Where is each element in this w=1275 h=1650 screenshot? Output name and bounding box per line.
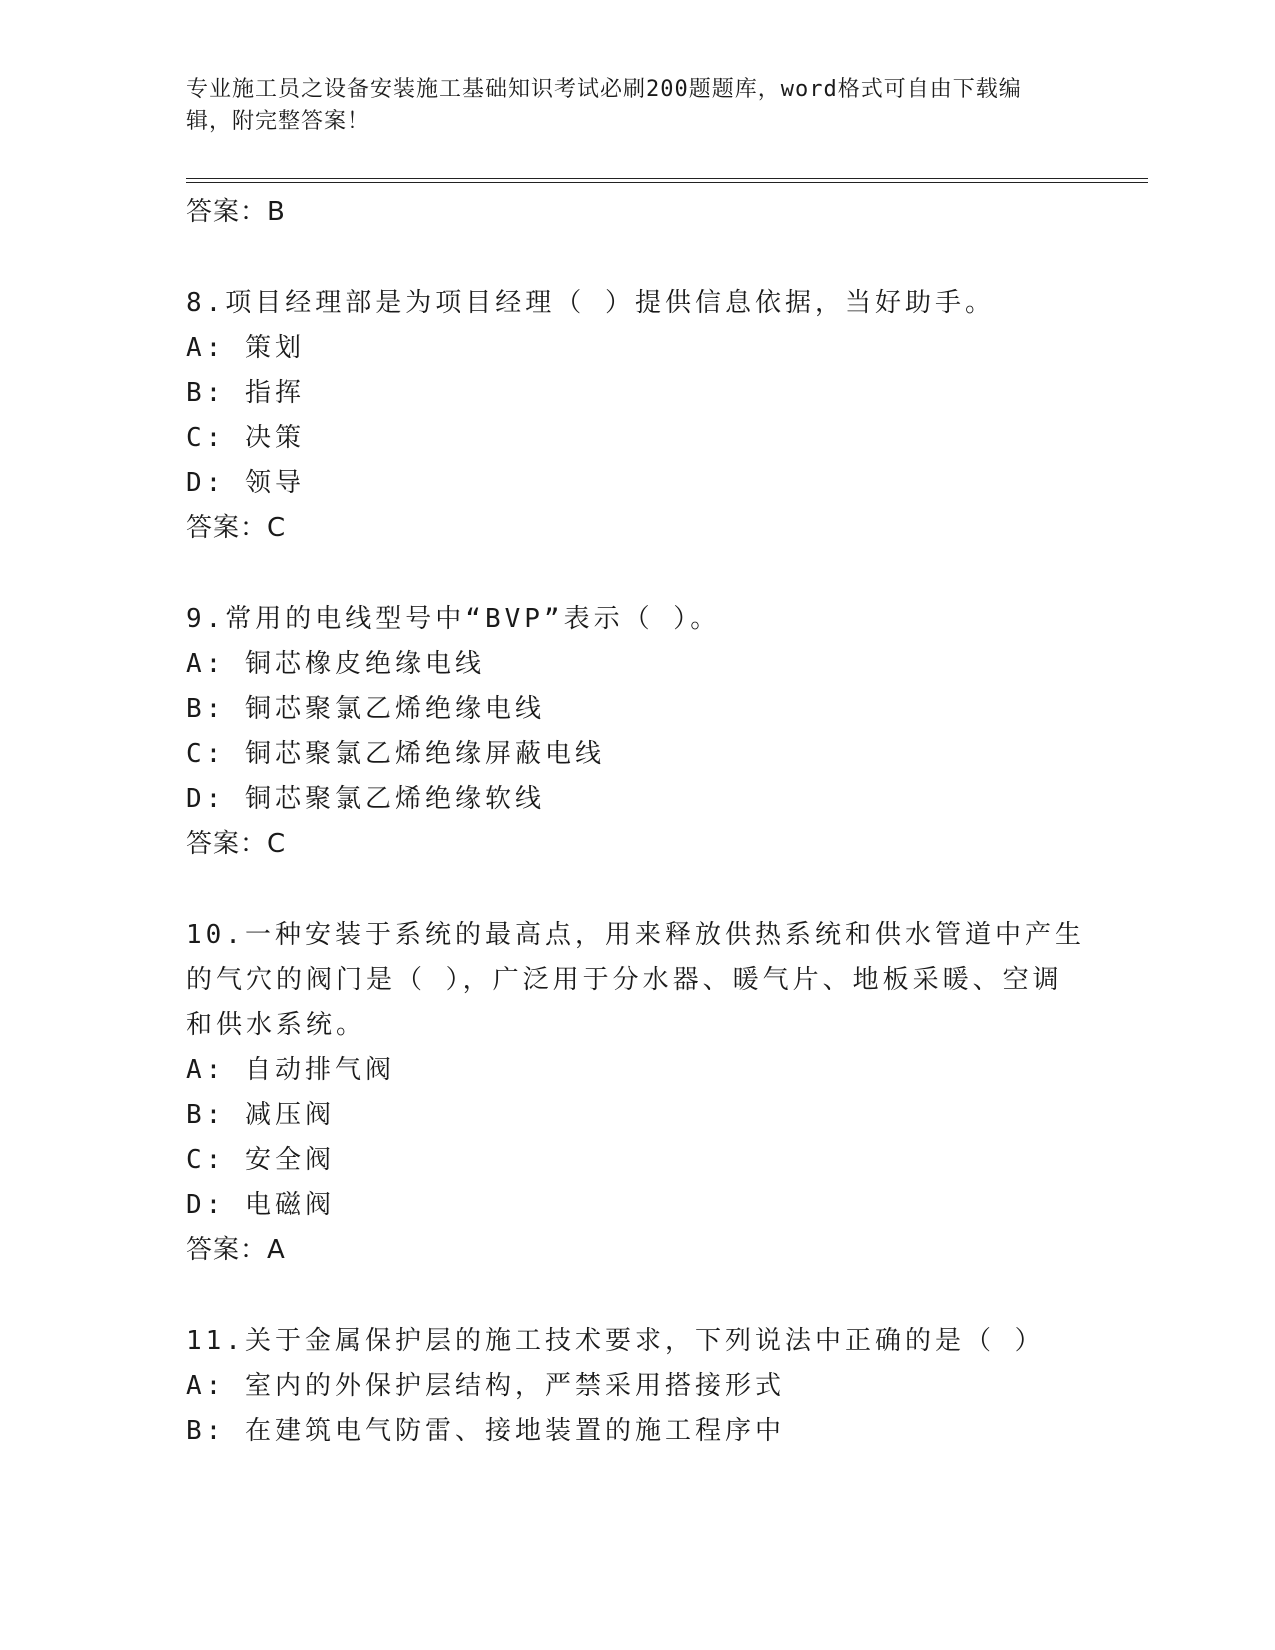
document-body xyxy=(186,190,1086,1454)
spacer xyxy=(186,1272,1086,1319)
option-c: C: 决策 xyxy=(186,423,305,453)
answer-line: 答案：B xyxy=(186,197,286,227)
answer-line: 答案：C xyxy=(186,513,287,543)
spacer xyxy=(186,550,1086,597)
question-text: 11.关于金属保护层的施工技术要求，下列说法中正确的是（ ） xyxy=(186,1326,1045,1356)
option-b: B: 在建筑电气防雷、接地装置的施工程序中 xyxy=(186,1416,785,1446)
option-c: C: 铜芯聚氯乙烯绝缘屏蔽电线 xyxy=(186,739,605,769)
spacer xyxy=(186,234,1086,281)
option-d: D: 铜芯聚氯乙烯绝缘软线 xyxy=(186,784,545,814)
question-text: 10.一种安装于系统的最高点，用来释放供热系统和供水管道中产生的气穴的阀门是（ ），广泛用于分水器、暖气片、地板采暖、空调和供水系统。 xyxy=(186,920,1085,1040)
answer-line: 答案：C xyxy=(186,829,287,859)
question-text: 8.项目经理部是为项目经理（ ）提供信息依据，当好助手。 xyxy=(186,288,995,318)
header-divider xyxy=(186,178,1148,183)
spacer xyxy=(186,866,1086,913)
answer-line: 答案：A xyxy=(186,1235,286,1265)
option-b: B: 减压阀 xyxy=(186,1100,335,1130)
option-b: B: 指挥 xyxy=(186,378,305,408)
option-a: A: 室内的外保护层结构，严禁采用搭接形式 xyxy=(186,1371,785,1401)
option-a: A: 自动排气阀 xyxy=(186,1055,395,1085)
option-d: D: 电磁阀 xyxy=(186,1190,335,1220)
question-text: 9.常用的电线型号中“BVP”表示（ ）。 xyxy=(186,604,721,634)
option-a: A: 策划 xyxy=(186,333,305,363)
page-header: 专业施工员之设备安装施工基础知识考试必刷200题题库，word格式可自由下载编辑，附完整答案！ xyxy=(186,77,1022,134)
option-c: C: 安全阀 xyxy=(186,1145,335,1175)
option-a: A: 铜芯橡皮绝缘电线 xyxy=(186,649,485,679)
option-d: D: 领导 xyxy=(186,468,305,498)
option-b: B: 铜芯聚氯乙烯绝缘电线 xyxy=(186,694,545,724)
